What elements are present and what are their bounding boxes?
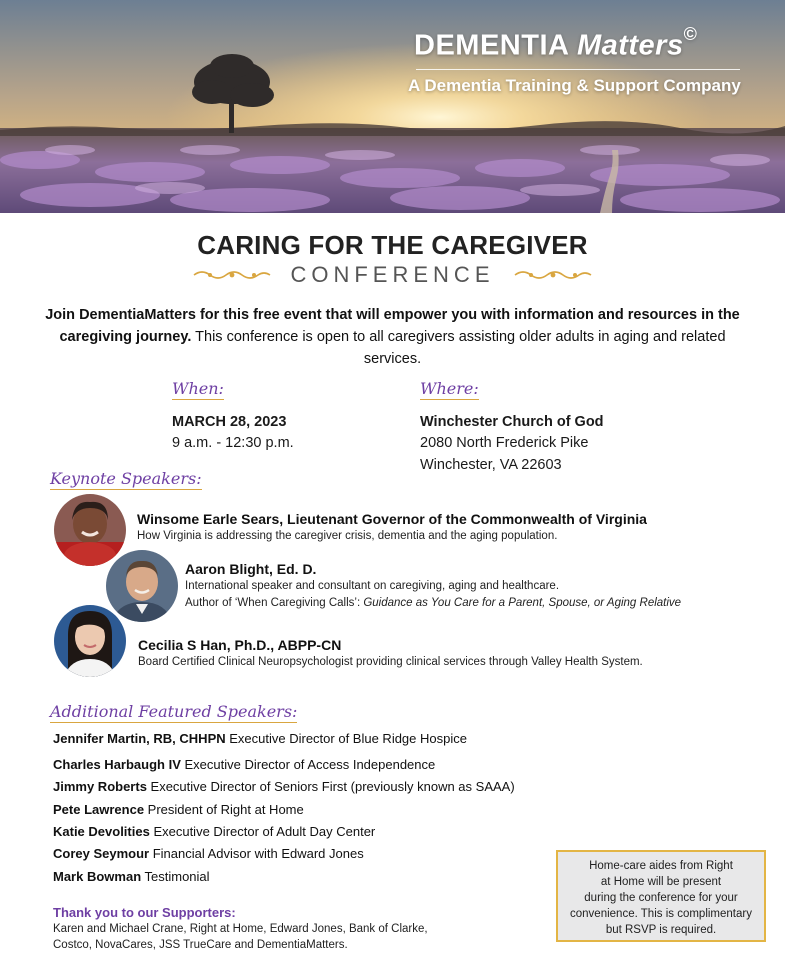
keynote-label: Keynote Speakers: — [50, 469, 202, 488]
note-line: Home-care aides from Right — [589, 860, 733, 872]
featured-role: Executive Director of Seniors First (previously known as SAAA) — [146, 779, 515, 794]
hero-banner — [0, 0, 785, 213]
featured-speaker — [53, 869, 210, 884]
note-line: convenience. This is complimentary — [570, 908, 752, 920]
featured-name: Katie Devolities — [53, 824, 150, 839]
intro-regular: This conference is open to all caregivers assisting older adults in aging and related services. — [191, 329, 726, 367]
keynote-name-2: Aaron Blight, Ed. D. — [185, 561, 317, 577]
rsvp-note-box — [556, 850, 766, 942]
note-line: at Home will be present — [600, 876, 722, 888]
note-line: during the conference for your — [584, 892, 738, 904]
keynote-desc-2b-prefix: Author of ‘When Caregiving Calls’: — [185, 597, 364, 609]
supporters-line-2: Costco, NovaCares, JSS TrueCare and DementiaMatters. — [53, 939, 348, 951]
featured-role: Executive Director of Adult Day Center — [149, 824, 376, 839]
featured-speaker — [53, 846, 364, 861]
featured-name: Pete Lawrence — [53, 802, 145, 817]
featured-role: Executive Director of Blue Ridge Hospice — [225, 731, 467, 746]
supporters-heading: Thank you to our Supporters: — [53, 905, 236, 920]
flourish-left-icon — [192, 269, 272, 281]
venue-address-line2: Winchester, VA 22603 — [420, 457, 562, 473]
featured-name: Charles Harbaugh IV — [53, 757, 181, 772]
featured-name: Jennifer Martin, RB, CHHPN — [53, 731, 226, 746]
brand-bold: DEMENTIA — [414, 29, 569, 62]
page-subtitle: CONFERENCE — [290, 262, 495, 287]
page-title: CARING FOR THE CAREGIVER — [197, 230, 588, 260]
venue-name: Winchester Church of God — [420, 414, 604, 430]
featured-role: Financial Advisor with Edward Jones — [149, 846, 364, 861]
supporters-line-1: Karen and Michael Crane, Right at Home, Edward Jones, Bank of Clarke, — [53, 923, 428, 935]
featured-name: Corey Seymour — [53, 846, 150, 861]
keynote-name-1: Winsome Earle Sears, Lieutenant Governor of the Commonwealth of Virginia — [137, 511, 647, 527]
keynote-desc-3: Board Certified Clinical Neuropsychologist providing clinical services through Valley Health System. — [138, 656, 643, 668]
subtitle-row — [0, 262, 785, 290]
additional-speakers-label: Additional Featured Speakers: — [50, 702, 298, 721]
keynote-desc-2: International speaker and consultant on caregiving, aging and healthcare. — [185, 580, 560, 592]
featured-speaker — [53, 802, 304, 817]
flourish-right-icon — [513, 269, 593, 281]
featured-speaker — [53, 824, 375, 839]
featured-speaker — [53, 779, 515, 794]
keynote-name-3: Cecilia S Han, Ph.D., ABPP-CN — [138, 637, 342, 653]
brand-logo — [414, 24, 698, 63]
brand-divider — [416, 69, 740, 70]
keynote-desc-1: How Virginia is addressing the caregiver crisis, dementia and the aging population. — [137, 530, 558, 542]
intro-bold: Join DementiaMatters for this free event that will empower you with information and resources in the caregiving journey. — [45, 307, 740, 345]
avatar-aaron-blight — [106, 550, 178, 622]
book-title: Guidance as You Care for a Parent, Spouse, or Aging Relative — [363, 597, 682, 609]
featured-speaker — [53, 757, 435, 772]
brand-tagline: A Dementia Training & Support Company — [408, 76, 741, 95]
event-time: 9 a.m. - 12:30 p.m. — [172, 435, 294, 451]
venue-address-line1: 2080 North Frederick Pike — [420, 435, 589, 451]
avatar-cecilia-han — [54, 605, 126, 677]
brand-italic: Matters — [576, 29, 684, 62]
featured-role: Executive Director of Access Independence — [180, 757, 436, 772]
featured-speaker — [53, 731, 467, 746]
where-label: Where: — [420, 379, 479, 398]
keynote-desc-2b — [185, 597, 681, 609]
note-line: but RSVP is required. — [605, 924, 717, 936]
featured-role: President of Right at Home — [144, 802, 304, 817]
avatar-winsome-sears — [54, 494, 126, 566]
copyright-mark: © — [683, 24, 698, 44]
featured-name: Jimmy Roberts — [53, 779, 147, 794]
featured-name: Mark Bowman — [53, 869, 142, 884]
event-date: MARCH 28, 2023 — [172, 414, 287, 430]
intro-paragraph — [40, 304, 745, 370]
when-label: When: — [172, 379, 224, 398]
featured-role: Testimonial — [141, 869, 210, 884]
